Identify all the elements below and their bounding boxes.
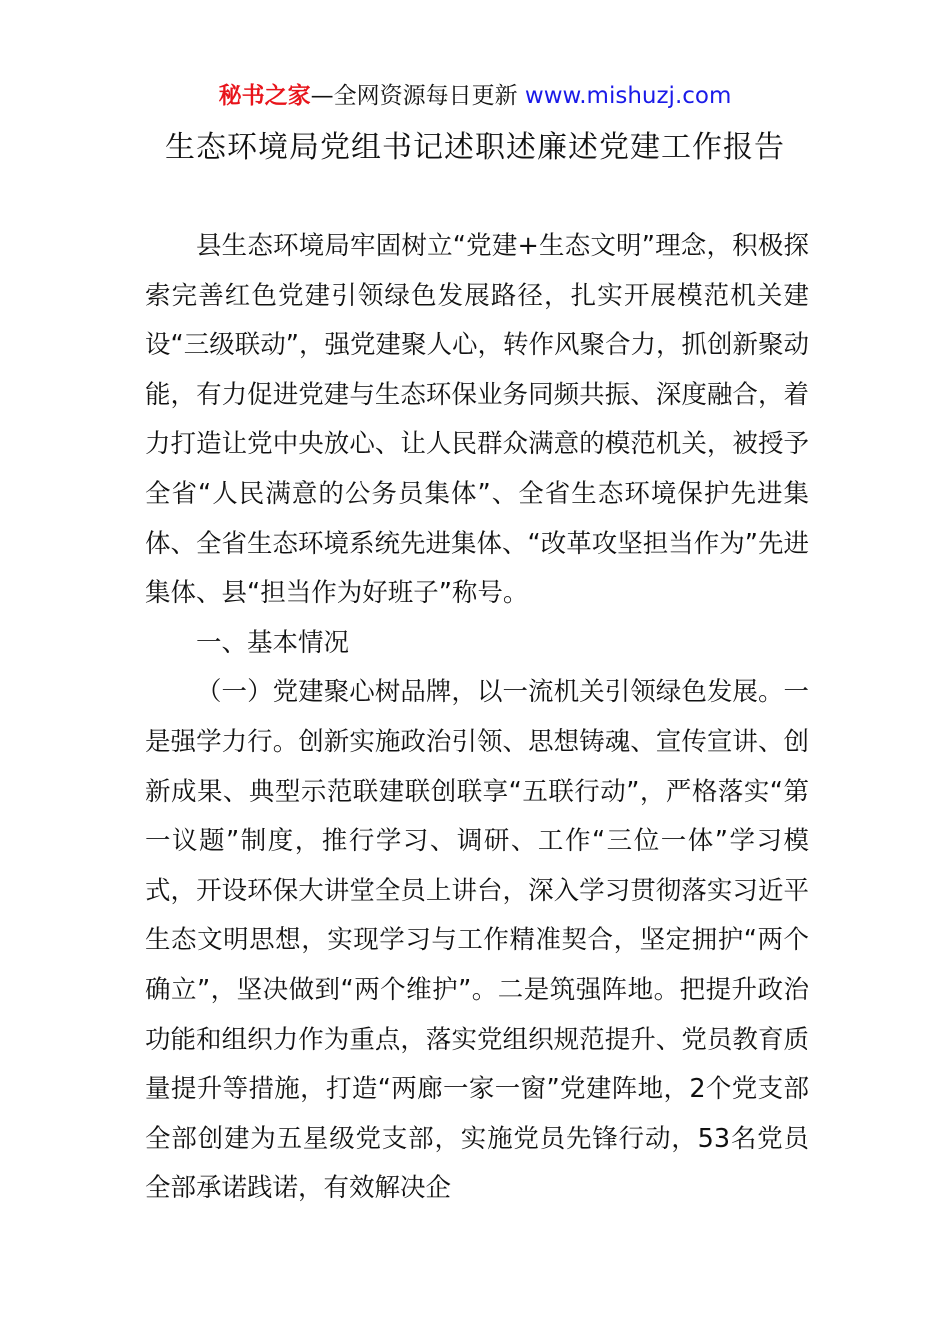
site-tagline: —全网资源每日更新 [310, 83, 518, 109]
site-header [0, 80, 950, 112]
document-body [145, 222, 809, 1214]
body-paragraph: （一）党建聚心树品牌，以一流机关引领绿色发展。一是强学力行。创新实施政治引领、思想铸魂、宣传宣讲、创新成果、典型示范联建联创联享“五联行动”，严格落实“第一议题”制度，推行学习、调研、工作“三位一体”学习模式，开设环保大讲堂全员上讲台，深入学习贯彻落实习近平生态文明思想，实现学习与工作精准契合，坚定拥护“两个确立”，坚决做到“两个维护”。二是筑强阵地。把提升政治功能和组织力作为重点，落实党组织规范提升、党员教育质量提升等措施，打造“两廊一家一窗”党建阵地，2个党支部全部创建为五星级党支部，实施党员先锋行动，53名党员全部承诺践诺，有效解决企 [145, 677, 809, 1204]
intro-paragraph: 县生态环境局牢固树立“党建+生态文明”理念，积极探索完善红色党建引领绿色发展路径，扎实开展模范机关建设“三级联动”，强党建聚人心，转作风聚合力，抓创新聚动能，有力促进党建与生态环保业务同频共振、深度融合，着力打造让党中央放心、让人民群众满意的模范机关，被授予全省“人民满意的公务员集体”、全省生态环境保护先进集体、全省生态环境系统先进集体、“改革攻坚担当作为”先进集体、县“担当作为好班子”称号。 [145, 231, 809, 609]
site-url-link[interactable]: www.mishuzj.com [524, 83, 732, 109]
site-brand: 秘书之家 [218, 83, 311, 109]
section-heading: 一、基本情况 [196, 627, 350, 658]
document-title: 生态环境局党组书记述职述廉述党建工作报告 [165, 130, 785, 165]
